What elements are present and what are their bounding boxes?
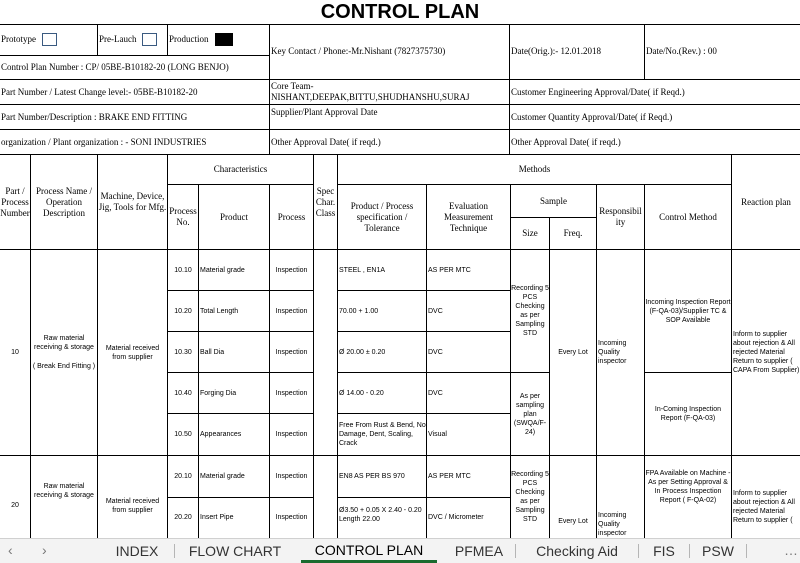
group2-process-name[interactable]: Raw material receiving & storage: [31, 456, 98, 538]
group2-responsibility[interactable]: Incoming Quality inspector: [597, 456, 645, 538]
table-row-5-process[interactable]: Inspection: [270, 414, 314, 456]
col-freq[interactable]: Freq.: [550, 218, 597, 250]
table-row-6-no[interactable]: 20.10: [168, 456, 199, 498]
group1-control-a[interactable]: Incoming Inspection Report (F-QA-03)/Supplier TC & SOP Available: [645, 250, 732, 373]
table-row-2-process[interactable]: Inspection: [270, 291, 314, 332]
supplier-approval: Supplier/Plant Approval Date: [271, 107, 378, 117]
cust-eng-approval-cell[interactable]: [510, 80, 800, 105]
tab-index[interactable]: INDEX: [115, 543, 159, 559]
col-reaction-plan[interactable]: Reaction plan: [732, 155, 800, 250]
col-machine[interactable]: Machine, Device, Jig, Tools for Mfg.: [98, 155, 168, 250]
table-row-5-spec[interactable]: Free From Rust & Bend, No Damage, Dent, Scaling, Crack: [338, 414, 427, 456]
table-row-7-eval[interactable]: DVC / Micrometer: [427, 498, 511, 538]
table-row-2-product[interactable]: Total Length: [199, 291, 270, 332]
group2-part-no[interactable]: 20: [0, 456, 31, 538]
cp-number: Control Plan Number : CP/ 05BE-B10182-20 (LONG BENJO): [1, 62, 229, 72]
date-rev-cell[interactable]: [645, 24, 800, 80]
col-control-method[interactable]: Control Method: [645, 185, 732, 250]
prelaunch-label: Pre-Lauch: [99, 34, 137, 44]
other-approval-1-cell[interactable]: [270, 130, 510, 155]
sheet-tab-bar: [0, 538, 800, 563]
production-checkbox[interactable]: [215, 33, 233, 46]
prelaunch-cell[interactable]: [98, 24, 168, 56]
tab-pfmea[interactable]: PFMEA: [454, 543, 504, 559]
cust-eng-approval: Customer Engineering Approval/Date( if Reqd.): [511, 86, 685, 97]
sheet-title: CONTROL PLAN: [0, 0, 800, 25]
table-row-6-spec[interactable]: EN8 AS PER BS 970: [338, 456, 427, 498]
col-characteristics[interactable]: Characteristics: [168, 155, 314, 185]
tab-control-plan[interactable]: CONTROL PLAN: [301, 539, 437, 563]
table-row-4-no[interactable]: 10.40: [168, 373, 199, 414]
group1-size-b[interactable]: As per sampling plan (SWQA/F-24): [511, 373, 550, 456]
col-responsibility[interactable]: Responsibil ity: [597, 185, 645, 250]
prelaunch-checkbox[interactable]: [142, 33, 157, 46]
col-evaluation[interactable]: Evaluation Measurement Technique: [427, 185, 511, 250]
table-row-3-product[interactable]: Ball Dia: [199, 332, 270, 373]
group1-reaction[interactable]: Inform to supplier about rejection & All rejected Material Return to supplier ( CAPA From Supplier): [732, 250, 800, 456]
col-spec-char-class[interactable]: Spec Char. Class: [314, 155, 338, 250]
more-tabs-icon[interactable]: …: [784, 542, 798, 558]
group1-freq[interactable]: Every Lot: [550, 250, 597, 456]
group2-reaction[interactable]: Inform to supplier about rejection & All rejected Material Return to supplier (: [732, 456, 800, 538]
col-process-name[interactable]: Process Name / Operation Description: [31, 155, 98, 250]
table-row-6-eval[interactable]: AS PER MTC: [427, 456, 511, 498]
col-process-no[interactable]: Process No.: [168, 185, 199, 250]
group1-part-no[interactable]: 10: [0, 250, 31, 456]
group2-spec-char-class[interactable]: [314, 456, 338, 538]
tab-fis[interactable]: FIS: [653, 543, 675, 559]
group2-size[interactable]: Recording 5 PCS Checking as per Sampling STD: [511, 456, 550, 538]
table-row-1-spec[interactable]: STEEL , EN1A: [338, 250, 427, 291]
table-row-7-no[interactable]: 20.20: [168, 498, 199, 538]
table-row-3-eval[interactable]: DVC: [427, 332, 511, 373]
tab-separator: [746, 544, 747, 558]
other-approval-1: Other Approval Date( if reqd.): [271, 136, 381, 147]
table-row-6-product[interactable]: Material grade: [199, 456, 270, 498]
table-row-4-product[interactable]: Forging Dia: [199, 373, 270, 414]
part-desc-cell[interactable]: [0, 105, 270, 130]
key-contact-cell[interactable]: [270, 24, 510, 80]
table-row-5-no[interactable]: 10.50: [168, 414, 199, 456]
cust-qty-approval-cell[interactable]: [510, 105, 800, 130]
production-label: Production: [169, 34, 209, 44]
col-spec-tolerance[interactable]: Product / Process specification / Tolerance: [338, 185, 427, 250]
tab-checking-aid[interactable]: Checking Aid: [536, 543, 618, 559]
group1-responsibility[interactable]: Incoming Quality inspector: [597, 250, 645, 456]
col-methods[interactable]: Methods: [338, 155, 732, 185]
table-row-4-eval[interactable]: DVC: [427, 373, 511, 414]
scroll-left-icon[interactable]: ‹: [8, 542, 13, 558]
col-part-process-number[interactable]: Part / Process Number: [0, 155, 31, 250]
table-row-5-product[interactable]: Appearances: [199, 414, 270, 456]
table-row-4-spec[interactable]: Ø 14.00 - 0.20: [338, 373, 427, 414]
table-row-5-eval[interactable]: Visual: [427, 414, 511, 456]
scroll-right-icon[interactable]: ›: [42, 542, 47, 558]
organization-cell[interactable]: [0, 130, 270, 155]
table-row-1-product[interactable]: Material grade: [199, 250, 270, 291]
other-approval-2-cell[interactable]: [510, 130, 800, 155]
group2-machine[interactable]: Material received from supplier: [98, 456, 168, 538]
core-team: NISHANT,DEEPAK,BITTU,SHUDHANSHU,SURAJ: [271, 92, 470, 102]
group1-process-name[interactable]: Raw material receiving & storage ( Break End Fitting ): [31, 250, 98, 456]
core-team-label: Core Team-: [271, 81, 314, 91]
prototype-label: Prototype: [1, 34, 36, 44]
table-row-6-process[interactable]: Inspection: [270, 456, 314, 498]
group1-machine[interactable]: Material received from supplier: [98, 250, 168, 456]
tab-flow-chart[interactable]: FLOW CHART: [188, 543, 282, 559]
tab-psw[interactable]: PSW: [702, 543, 734, 559]
key-contact: Key Contact / Phone:-Mr.Nishant (7827375730): [271, 46, 446, 56]
cust-qty-approval: Customer Quantity Approval/Date( if Reqd.): [511, 111, 673, 122]
table-row-3-no[interactable]: 10.30: [168, 332, 199, 373]
table-row-2-spec[interactable]: 70.00 + 1.00: [338, 291, 427, 332]
prototype-cell[interactable]: [0, 24, 98, 56]
group1-control-b[interactable]: In-Coming Inspection Report (F-QA-03): [645, 373, 732, 456]
production-cell[interactable]: [168, 24, 270, 56]
supplier-approval-cell[interactable]: [270, 105, 510, 130]
table-row-1-eval[interactable]: AS PER MTC: [427, 250, 511, 291]
organization: organization / Plant organization : - SONI INDUSTRIES: [1, 136, 207, 147]
table-row-4-process[interactable]: Inspection: [270, 373, 314, 414]
part-desc: Part Number/Description : BRAKE END FITTING: [1, 111, 188, 122]
table-row-7-process[interactable]: Inspection: [270, 498, 314, 538]
date-rev: Date/No.(Rev.) : 00: [646, 46, 717, 56]
table-row-7-spec[interactable]: Ø3.50 + 0.05 X 2.40 - 0.20 Length 22.00: [338, 498, 427, 538]
table-row-2-eval[interactable]: DVC: [427, 291, 511, 332]
table-row-1-no[interactable]: 10.10: [168, 250, 199, 291]
date-orig-cell[interactable]: [510, 24, 645, 80]
group1-size-a[interactable]: Recording 5 PCS Checking as per Sampling STD: [511, 250, 550, 373]
col-process[interactable]: Process: [270, 185, 314, 250]
col-sample[interactable]: Sample: [511, 185, 597, 218]
part-number: Part Number / Latest Change level:- 05BE-B10182-20: [1, 86, 198, 97]
col-product[interactable]: Product: [199, 185, 270, 250]
group1-spec-char-class[interactable]: [314, 250, 338, 456]
group2-freq[interactable]: Every Lot: [550, 456, 597, 538]
table-row-3-spec[interactable]: Ø 20.00 ± 0.20: [338, 332, 427, 373]
date-orig: Date(Orig.):- 12.01.2018: [511, 46, 601, 56]
other-approval-2: Other Approval Date( if reqd.): [511, 136, 621, 147]
prototype-checkbox[interactable]: [42, 33, 57, 46]
core-team-cell[interactable]: [270, 80, 510, 105]
table-row-1-process[interactable]: Inspection: [270, 250, 314, 291]
cp-number-cell[interactable]: [0, 56, 270, 80]
col-size[interactable]: Size: [511, 218, 550, 250]
table-row-3-process[interactable]: Inspection: [270, 332, 314, 373]
table-row-7-product[interactable]: Insert Pipe: [199, 498, 270, 538]
group2-control[interactable]: FPA Available on Machine -As per Setting Approval & In Process Inspection Report ( F-QA-02): [645, 456, 732, 538]
part-number-cell[interactable]: [0, 80, 270, 105]
table-row-2-no[interactable]: 10.20: [168, 291, 199, 332]
